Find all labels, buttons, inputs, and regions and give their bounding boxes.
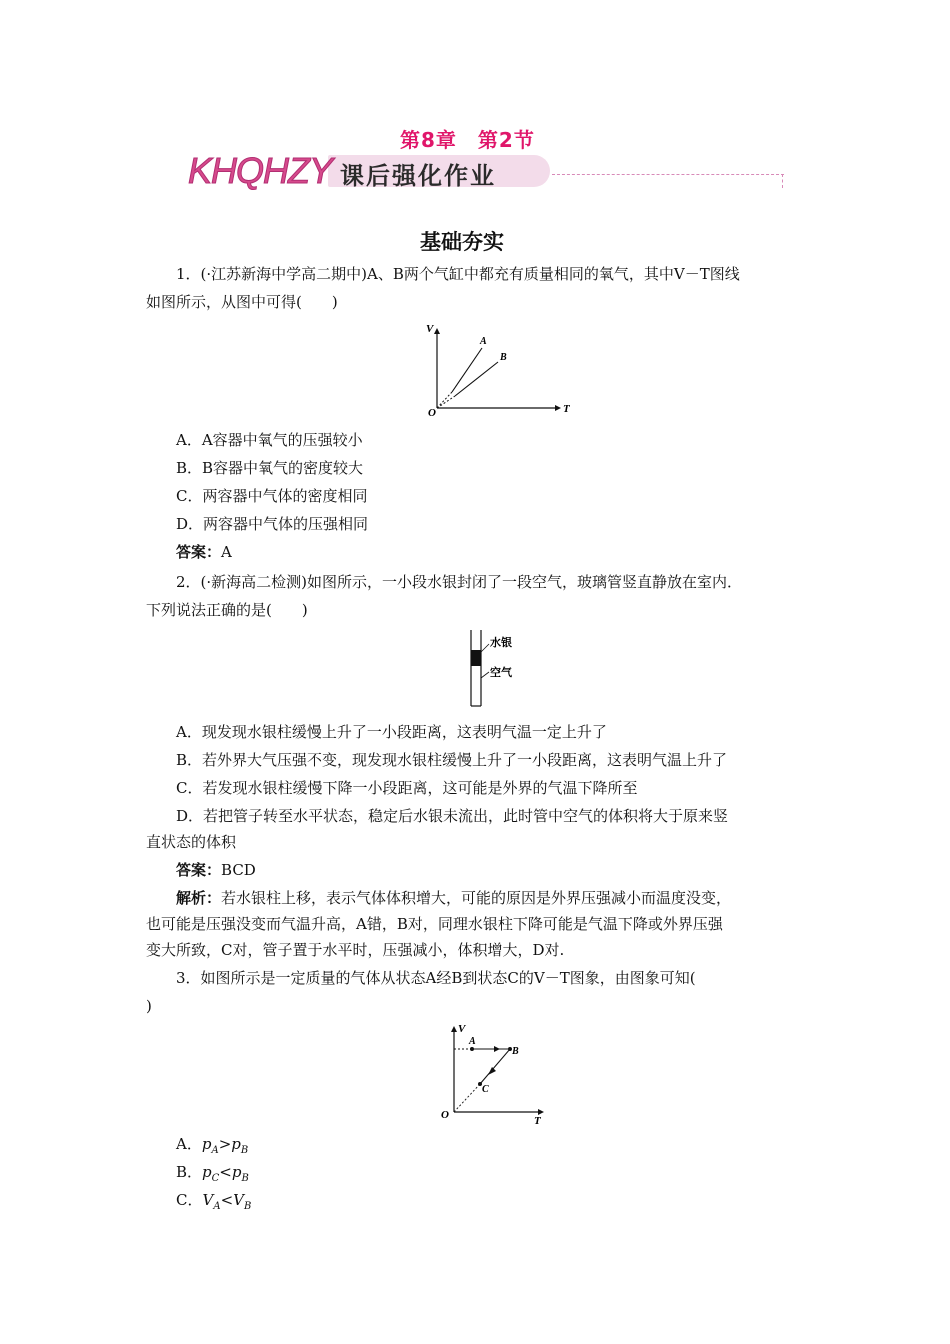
q3-option-a-right-sub: B — [240, 1145, 249, 1156]
q3-option-a-op: > — [218, 1135, 232, 1153]
q2-option-b: B．若外界大气压强不变，现发现水银柱缓慢上升了一小段距离，这表明气温上升了 — [176, 751, 728, 769]
q1-option-b: B．B容器中氧气的密度较大 — [176, 459, 364, 477]
q3-vt-graph — [436, 1020, 556, 1130]
q2-analysis-line2: 也可能是压强没变而气温升高，A错，B对，同理水银柱下降可能是气温下降或外界压强 — [146, 915, 723, 933]
q3-option-b — [176, 1162, 249, 1189]
q3-stem-line1: 3．如图所示是一定质量的气体从状态A经B到状态C的V－T图象，由图象可知( — [176, 969, 696, 987]
banner-divider-tick — [782, 174, 783, 188]
q3-option-a-right: p — [231, 1135, 241, 1153]
q1-y-arrow — [434, 328, 440, 334]
q2-analysis-label: 解析： — [176, 889, 222, 907]
q3-option-c-right: V — [233, 1191, 244, 1209]
q3-option-a-left-sub: A — [211, 1145, 219, 1156]
q3-option-b-left-sub: C — [211, 1173, 220, 1184]
q2-stem-line1: 2．(·新海高二检测)如图所示，一小段水银封闭了一段空气，玻璃管竖直静放在室内． — [176, 573, 743, 591]
q3-arrow-bc — [488, 1067, 496, 1075]
banner-divider — [552, 174, 784, 175]
q3-option-b-right-sub: B — [241, 1173, 249, 1184]
q2-air-pointer — [481, 672, 489, 678]
q2-analysis-text1: 若水银柱上移，表示气体体积增大，可能的原因是外界压强减小而温度没变， — [221, 889, 732, 907]
q3-option-b-left: p — [202, 1163, 212, 1181]
q3-point-c-label: C — [482, 1084, 489, 1095]
q3-option-c-prefix: C． — [176, 1191, 203, 1209]
q3-axis-y-label: V — [458, 1023, 466, 1035]
q3-point-a-label: A — [469, 1036, 476, 1047]
q3-option-a-prefix: A． — [176, 1135, 202, 1153]
q1-option-c: C．两容器中气体的密度相同 — [176, 487, 368, 505]
q3-option-c-left: V — [202, 1191, 214, 1209]
q1-line-b-label: B — [500, 352, 507, 363]
q1-option-a: A．A容器中氧气的压强较小 — [176, 431, 363, 449]
q2-stem-line2: 下列说法正确的是( ) — [146, 601, 308, 619]
q2-option-d: D．若把管子转至水平状态，稳定后水银未流出，此时管中空气的体积将大于原来竖 — [176, 807, 729, 825]
q3-origin-label: O — [441, 1109, 449, 1121]
q3-option-a-left: p — [201, 1135, 212, 1153]
q1-stem-line1: 1．(·江苏新海中学高二期中)A、B两个气缸中都充有质量相同的氧气，其中V－T图线 — [176, 265, 740, 283]
chapter-heading: 第8章 第2节 — [400, 128, 535, 152]
q3-option-b-prefix: B． — [176, 1163, 203, 1181]
q1-answer-label: 答案： — [176, 543, 222, 561]
q1-x-arrow — [555, 405, 561, 411]
q2-analysis-line3: 变大所致，C对，管子置于水平时，压强减小，体积增大，D对. — [146, 941, 565, 959]
q3-option-a — [176, 1134, 248, 1161]
q2-answer-value: BCD — [221, 861, 256, 879]
q3-y-arrow — [451, 1026, 457, 1032]
q3-point-b-label: B — [512, 1046, 519, 1057]
q3-stem-line2: ) — [146, 997, 152, 1015]
q3-guide-origin — [454, 1084, 480, 1112]
q2-mercury-pointer — [481, 644, 489, 652]
q3-option-b-op: < — [219, 1163, 232, 1181]
q2-tube-figure — [460, 628, 530, 710]
q2-option-a: A．现发现水银柱缓慢上升了一小段距离，这表明气温一定上升了 — [176, 723, 607, 741]
q2-mercury-label: 水银 — [490, 637, 512, 649]
section-title: 基础夯实 — [420, 230, 504, 254]
banner-logo-code: KHQHZY — [188, 150, 333, 191]
q1-origin-label: O — [428, 407, 436, 419]
q3-point-a — [470, 1047, 474, 1051]
q1-line-a — [452, 348, 482, 392]
q1-line-a-label: A — [480, 336, 487, 347]
q1-answer-value: A — [221, 543, 232, 561]
q1-option-d: D．两容器中气体的压强相同 — [176, 515, 369, 533]
q3-option-c — [176, 1190, 251, 1217]
q2-mercury-column — [471, 650, 481, 666]
q2-answer — [176, 860, 256, 880]
q3-option-c-right-sub: B — [243, 1201, 252, 1212]
q1-stem-line2: 如图所示，从图中可得( ) — [146, 293, 338, 311]
q1-axis-x-label: T — [563, 403, 570, 415]
q3-option-b-right: p — [231, 1163, 242, 1181]
q2-option-d-continued: 直状态的体积 — [146, 833, 237, 851]
q1-line-a-dashed — [437, 392, 452, 408]
q3-segment-bc — [480, 1049, 510, 1084]
q1-axis-y-label: V — [426, 323, 434, 335]
q1-answer — [176, 542, 232, 562]
q3-option-c-op: < — [220, 1191, 234, 1209]
q3-arrow-ab — [494, 1046, 500, 1052]
q3-axis-x-label: T — [534, 1115, 541, 1127]
q1-vt-graph — [420, 320, 570, 420]
q2-option-c: C．若发现水银柱缓慢下降一小段距离，这可能是外界的气温下降所至 — [176, 779, 638, 797]
q3-option-c-left-sub: A — [213, 1201, 221, 1212]
q2-answer-label: 答案： — [176, 861, 222, 879]
banner-title: 课后强化作业 — [340, 162, 496, 190]
q2-air-label: 空气 — [490, 667, 512, 679]
q2-analysis-line1 — [176, 888, 731, 908]
